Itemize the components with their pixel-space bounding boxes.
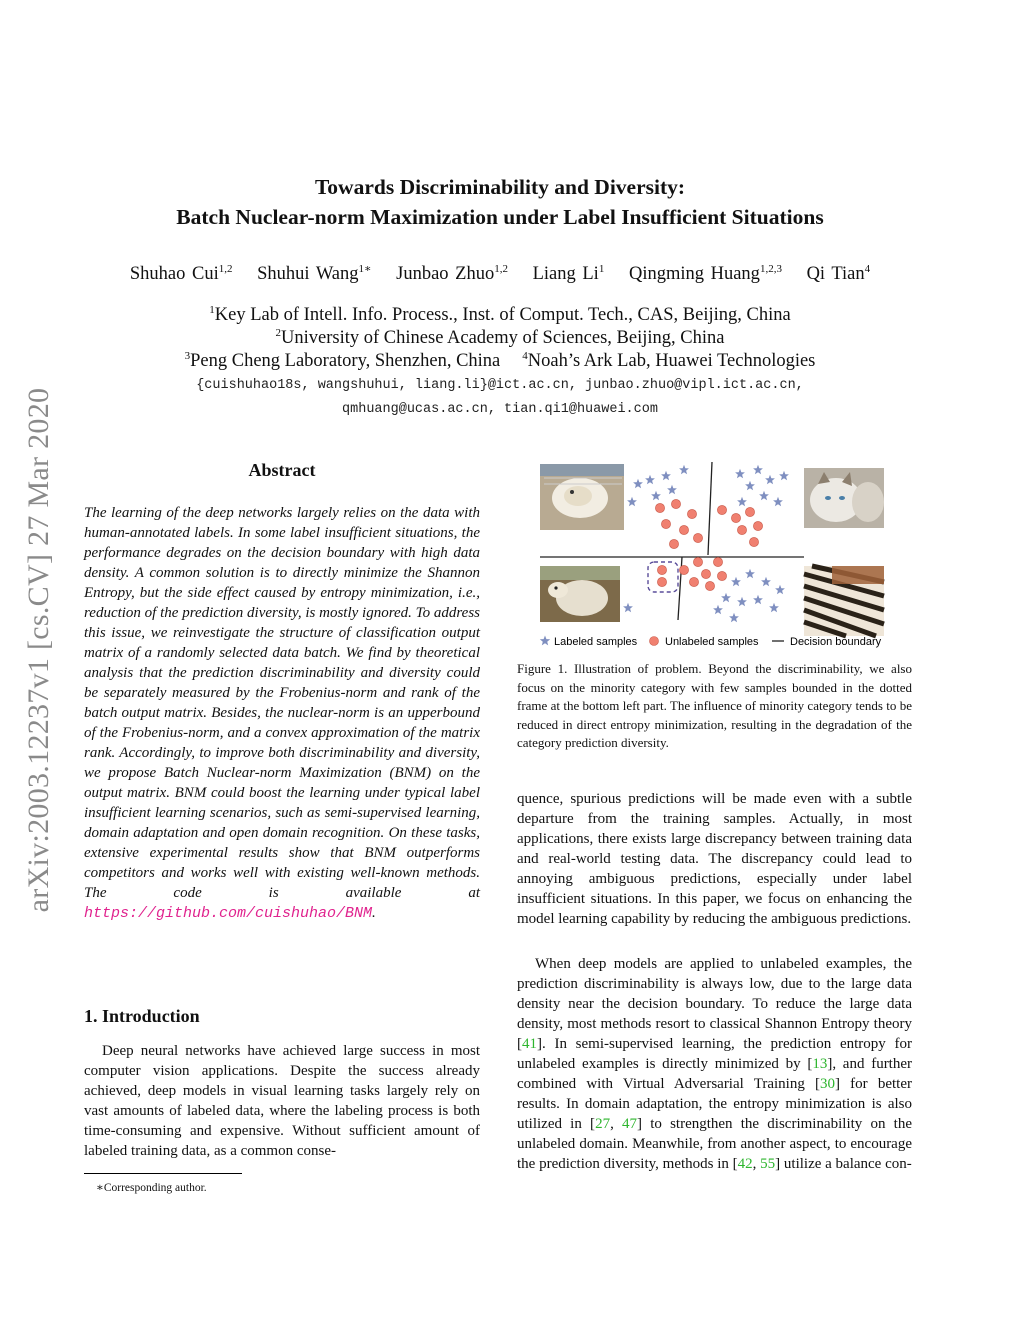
unlabeled-dot (717, 505, 726, 514)
unlabeled-dot (689, 577, 698, 586)
unlabeled-dot (693, 557, 702, 566)
labeled-star (679, 465, 689, 474)
labeled-star (651, 491, 661, 500)
labeled-star-markers (623, 465, 789, 622)
labeled-star (779, 471, 789, 480)
author: Qingming Huang$^{1,2,3}$ (628, 263, 782, 285)
right-paragraph-1: quence, spurious predictions will be made even with a subtle departure from the training samples. Actually, in most applications, there exists large discrepancy between training data and real-world testing data. The discrepancy could lead to annoying ambiguous predictions, especially under label insufficient situations. In this paper, we focus on enhancing the model learning capability by reducing the ambiguous predictions. (517, 791, 912, 927)
labeled-star (713, 605, 723, 614)
affiliation-1: $^1$Key Lab of Intell. Info. Process., Inst. of Comput. Tech., CAS, Beijing, China (209, 304, 791, 326)
labeled-star (729, 613, 739, 622)
unlabeled-dot (669, 539, 678, 548)
unlabeled-dot (679, 525, 688, 534)
citation[interactable]: 27 (595, 1116, 611, 1132)
emails-line1: {cuishuhao18s, wangshuhui, liang.li}@ict.ac.cn, junbao.zhuo@vipl.ict.ac.cn, (196, 378, 804, 393)
right-paragraph-2: When deep models are applied to unlabeled examples, the prediction discriminability is always low, due to the large data density near the decision boundary. To reduce the large data density, most methods resort to classical Shannon Entropy theory [41]. In semi-supervised learning, the prediction entropy for unlabeled examples is directly minimized by [13], and further combined with Virtual Adversarial Training [30] for better results. In domain adaptation, the entropy minimization is also utilized in [27, 47] to strengthen the discriminability on the unlabeled domain. Meanwhile, from another aspect, to encourage the prediction diversity, methods in [42, 55] utilize a balance con- (517, 956, 913, 1172)
unlabeled-dot (657, 565, 666, 574)
sheep-photo (540, 566, 620, 622)
unlabeled-dot (657, 577, 666, 586)
figure-legend (540, 636, 882, 649)
citation[interactable]: 13 (812, 1056, 828, 1072)
unlabeled-dot (737, 525, 746, 534)
abstract-heading: Abstract (248, 460, 316, 480)
arxiv-stamp: arXiv:2003.12237v1 [cs.CV] 27 Mar 2020 (22, 387, 55, 913)
citation[interactable]: 41 (522, 1036, 537, 1052)
footnote: ∗Corresponding author. (96, 1182, 207, 1194)
unlabeled-dot (655, 503, 664, 512)
legend-star-icon (540, 636, 550, 646)
citation[interactable]: 47 (622, 1116, 638, 1132)
unlabeled-dot (701, 569, 710, 578)
labeled-star (753, 465, 763, 474)
author: Qi Tian$^4$ (806, 263, 871, 285)
citation[interactable]: 55 (760, 1156, 776, 1172)
author: Shuhui Wang$^{1∗}$ (257, 263, 372, 285)
labeled-star (745, 569, 755, 578)
legend-boundary-text: Decision boundary (790, 636, 882, 648)
figure-caption: Figure 1. Illustration of problem. Beyond the discriminability, we also focus on the minority category with few samples bounded in the dotted frame at the bottom left part. The influence of minority category tends to be reduced in direct entropy minimization, resulting in the degradation of the category prediction diversity. (517, 661, 912, 750)
paper-title-line2: Batch Nuclear-norm Maximization under Label Insufficient Situations (176, 205, 824, 229)
labeled-star (737, 597, 747, 606)
figure-1 (536, 458, 888, 654)
legend-labeled-text: Labeled samples (554, 636, 638, 648)
unlabeled-dot (687, 509, 696, 518)
section-heading-introduction: 1. Introduction (84, 1006, 200, 1026)
citation[interactable]: 42 (737, 1156, 753, 1172)
unlabeled-dot (753, 521, 762, 530)
labeled-star (645, 475, 655, 484)
footnote-rule (84, 1173, 242, 1174)
figure-1-illustration (536, 458, 888, 654)
abstract-body: The learning of the deep networks largely relies on the data with human-annotated labels. In some label insufficient situations, the performance degrades on the decision boundary with high data density. A common solution is to directly minimize the Shannon Entropy, but the side effect caused by entropy minimization, i.e., reduction of the prediction diversity, is mostly ignored. To address this issue, we reinvestigate the structure of classification output matrix of a randomly selected data batch. We find by theoretical analysis that the prediction discriminability and diversity could be separately measured by the Frobenius-norm and rank of the batch output matrix. Besides, the nuclear-norm is an upperbound of the Frobenius-norm, and a convex approximation of the matrix rank. Accordingly, to improve both discriminability and diversity, we propose Batch Nuclear-norm Maximization (BNM) on the output matrix. BNM could boost the learning under typical label insufficient learning scenarios, such as semi-supervised learning, domain adaptation and open domain recognition. On these tasks, extensive experimental results show that BNM outperforms competitors and works well with existing well-known methods. The code is available at https://github.com/cuishuhao/BNM. (84, 505, 480, 922)
legend-unlabeled-text: Unlabeled samples (665, 636, 759, 648)
code-link[interactable]: https://github.com/cuishuhao/BNM (84, 905, 373, 922)
emails-line2: qmhuang@ucas.ac.cn, tian.qi1@huawei.com (342, 402, 658, 417)
hamster-photo (540, 464, 624, 530)
unlabeled-dot (671, 499, 680, 508)
unlabeled-dot (679, 565, 688, 574)
unlabeled-dot (749, 537, 758, 546)
author: Liang Li$^1$ (532, 263, 605, 285)
labeled-star (775, 585, 785, 594)
unlabeled-dot (693, 533, 702, 542)
labeled-star (721, 593, 731, 602)
labeled-star (769, 603, 779, 612)
labeled-star (623, 603, 633, 612)
legend-dot-icon (650, 637, 659, 646)
labeled-star (759, 491, 769, 500)
labeled-star (667, 485, 677, 494)
affiliation-3-4: $^3$Peng Cheng Laboratory, Shenzhen, China $^4$Noah’s Ark Lab, Huawei Technologies (184, 350, 816, 372)
affiliation-2: $^2$University of Chinese Academy of Sciences, Beijing, China (275, 327, 725, 349)
author: Shuhao Cui$^{1,2}$ (129, 263, 233, 285)
unlabeled-dot (661, 519, 670, 528)
labeled-star (731, 577, 741, 586)
labeled-star (737, 497, 747, 506)
labeled-star (761, 577, 771, 586)
labeled-star (627, 497, 637, 506)
paper-title-line1: Towards Discriminability and Diversity: (314, 175, 686, 199)
intro-paragraph: Deep neural networks have achieved large success in most computer vision applications. Despite the success already achieved, deep models in visual learning tasks largely rely on vast amounts of labeled data, where the labeling process is both time-consuming and expensive. Without sufficient amount of labeled training data, as a common conse- (84, 1043, 480, 1159)
labeled-star (773, 497, 783, 506)
labeled-star (661, 471, 671, 480)
labeled-star (735, 469, 745, 478)
author-list (0, 262, 1000, 285)
labeled-star (765, 475, 775, 484)
labeled-star (745, 481, 755, 490)
unlabeled-dot (745, 507, 754, 516)
unlabeled-dot (731, 513, 740, 522)
unlabeled-dot (713, 557, 722, 566)
author: Junbao Zhuo$^{1,2}$ (396, 263, 508, 285)
zebra-photo (804, 566, 884, 636)
cat-photo (804, 468, 884, 528)
unlabeled-dot (705, 581, 714, 590)
labeled-star (753, 595, 763, 604)
unlabeled-dot (717, 571, 726, 580)
citation[interactable]: 30 (820, 1076, 836, 1092)
labeled-star (633, 479, 643, 488)
